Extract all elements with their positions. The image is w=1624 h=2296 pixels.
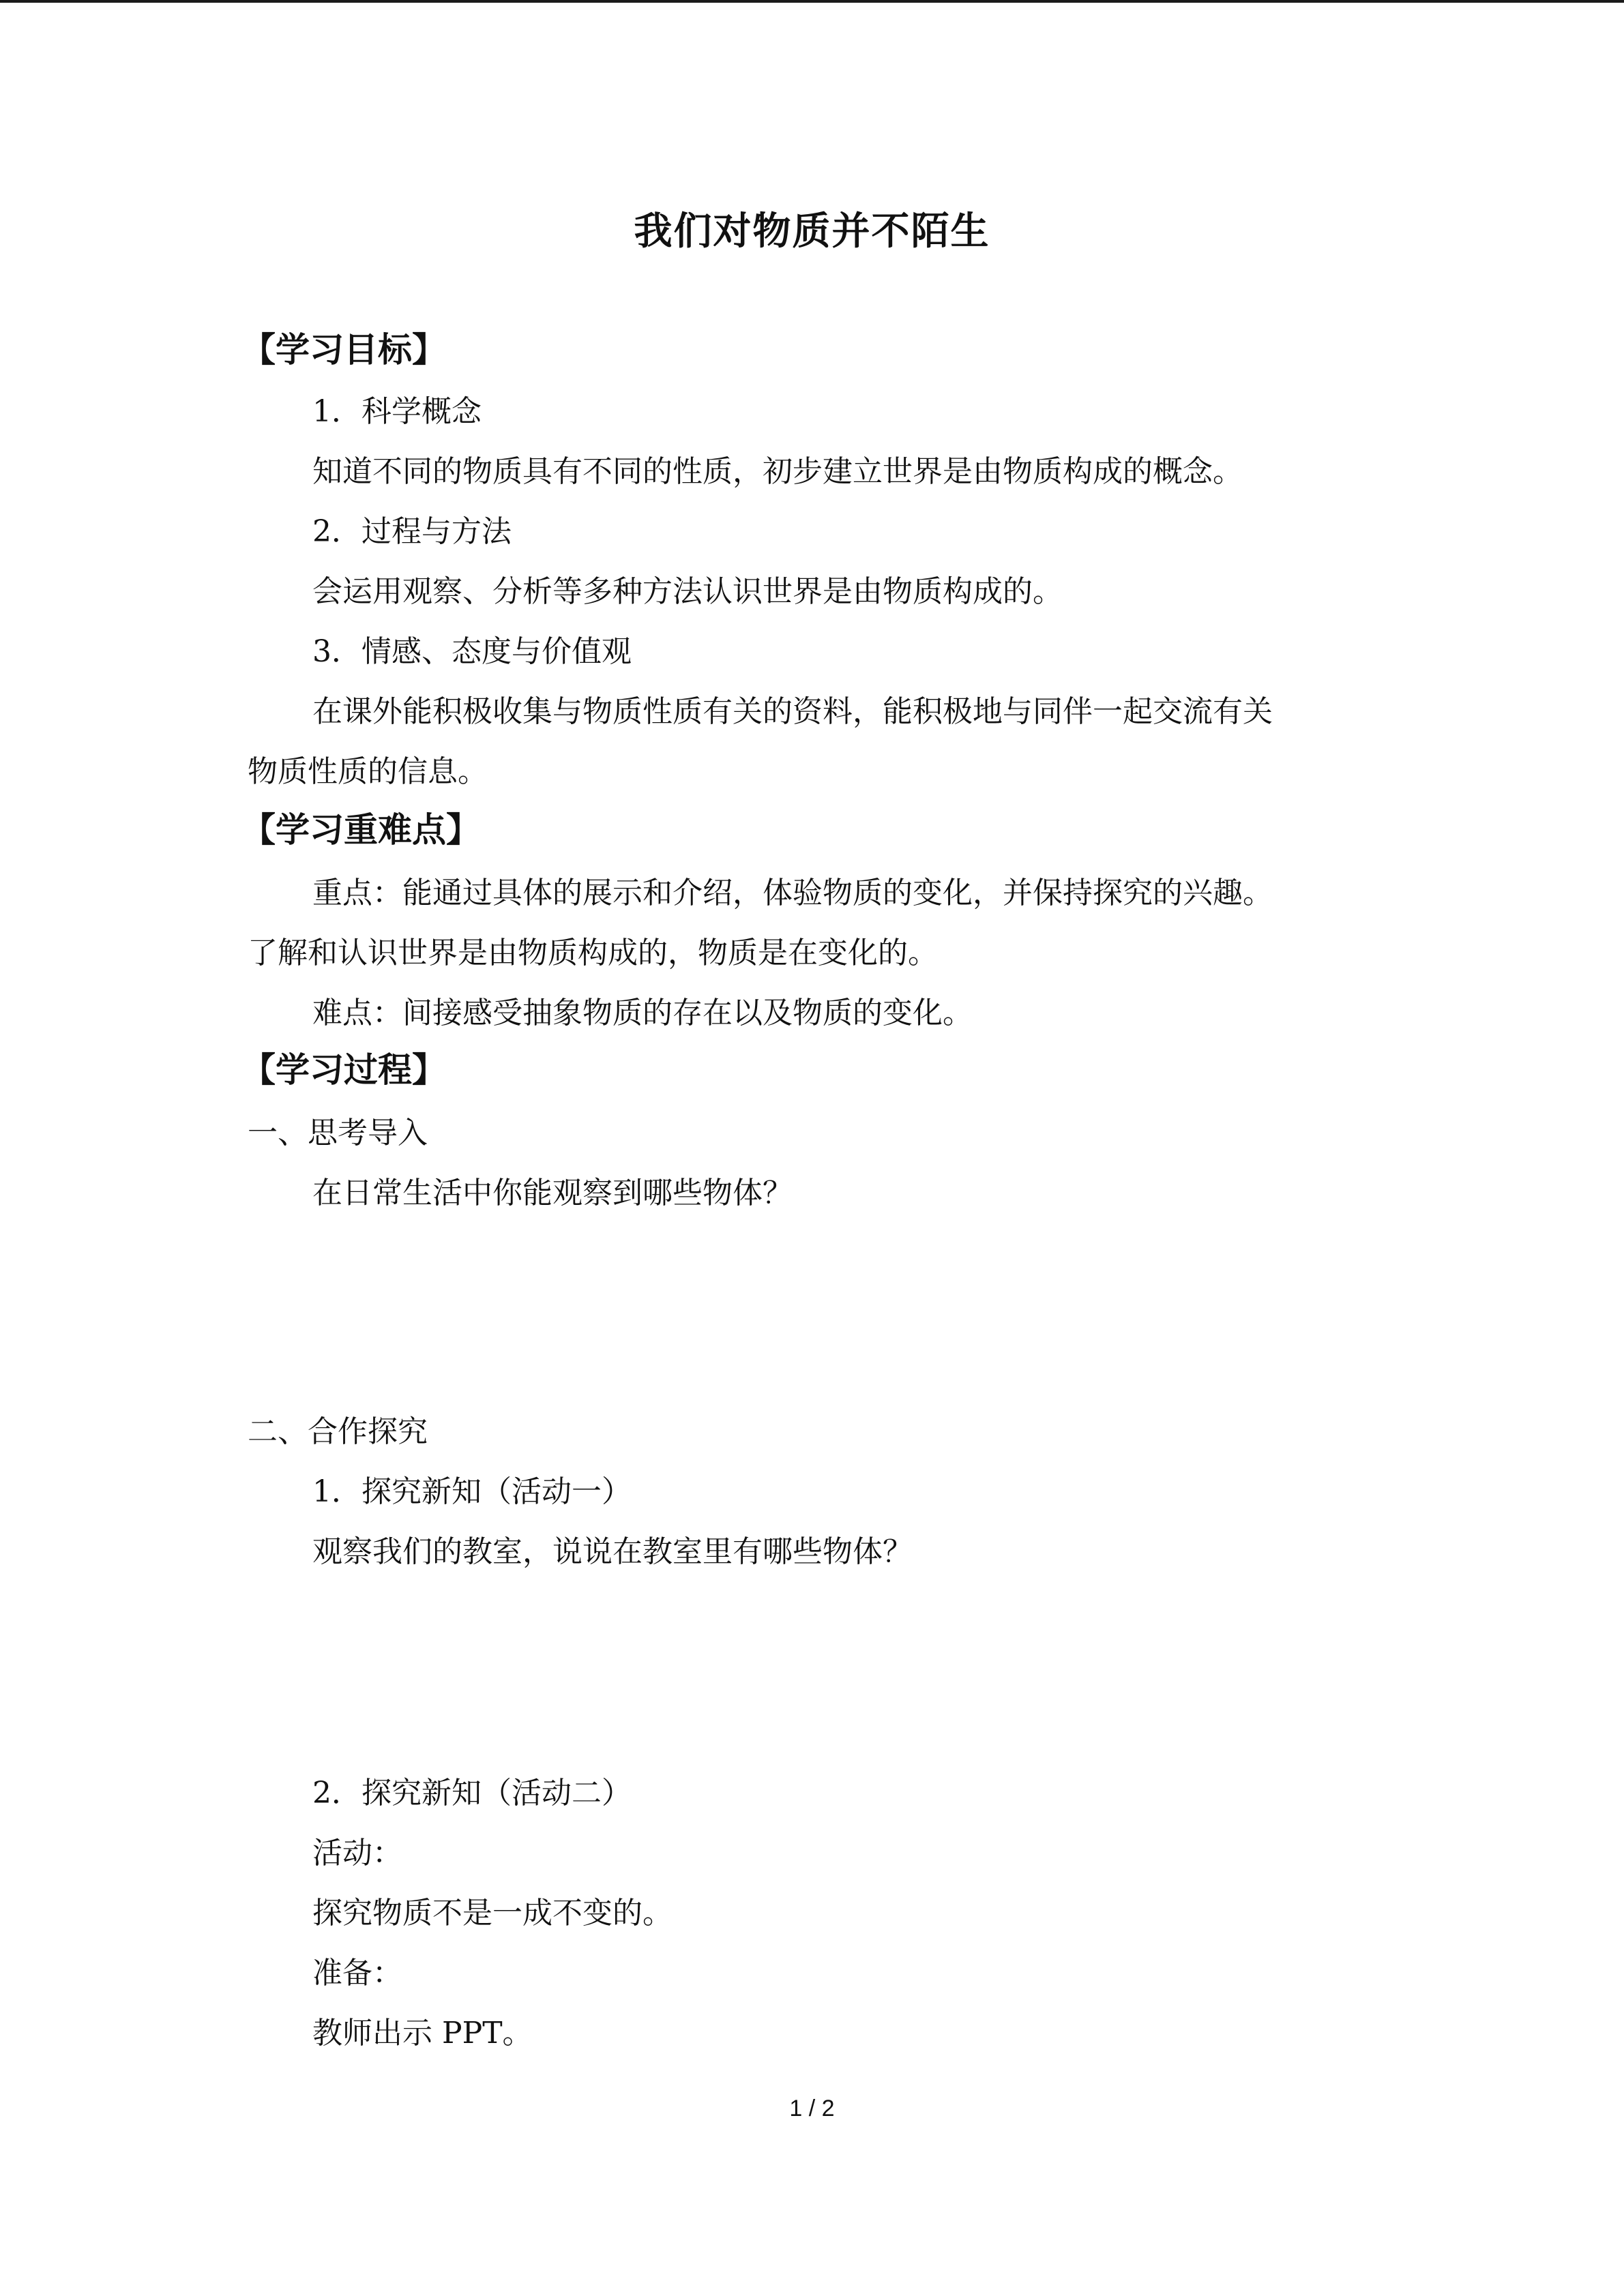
focus-text-line1: 重点：能通过具体的展示和介绍，体验物质的变化，并保持探究的兴趣。	[312, 876, 1273, 910]
heading-process: 【学习过程】	[241, 1050, 446, 1090]
objective-1-title: 1．科学概念	[312, 394, 482, 429]
document-title: 我们对物质并不陌生	[634, 209, 990, 254]
page-number: 1 / 2	[789, 2096, 835, 2121]
heading-objectives: 【学习目标】	[241, 330, 446, 370]
part-1-question: 在日常生活中你能观察到哪些物体？	[312, 1176, 793, 1210]
objective-3-text-line2: 物质性质的信息。	[248, 754, 488, 789]
focus-text-line2: 了解和认识世界是由物质构成的，物质是在变化的。	[248, 936, 938, 970]
objective-3-title: 3．情感、态度与价值观	[312, 634, 632, 669]
prep-text: 教师出示 PPT。	[312, 2016, 533, 2051]
activity-1-question: 观察我们的教室，说说在教室里有哪些物体？	[312, 1534, 913, 1569]
objective-2-text: 会运用观察、分析等多种方法认识世界是由物质构成的。	[312, 574, 1063, 609]
part-2-title: 二、合作探究	[248, 1414, 428, 1449]
prep-label: 准备：	[312, 1956, 402, 1991]
activity-label: 活动：	[312, 1836, 402, 1870]
objective-2-title: 2．过程与方法	[312, 514, 512, 549]
part-1-title: 一、思考导入	[248, 1116, 428, 1150]
heading-key-points: 【学习重难点】	[241, 810, 480, 850]
objective-3-text-line1: 在课外能积极收集与物质性质有关的资料，能积极地与同伴一起交流有关	[312, 694, 1273, 729]
activity-1-title: 1．探究新知（活动一）	[312, 1474, 632, 1509]
difficulty-text: 难点：间接感受抽象物质的存在以及物质的变化。	[312, 996, 973, 1030]
activity-2-title: 2．探究新知（活动二）	[312, 1776, 632, 1810]
activity-text: 探究物质不是一成不变的。	[312, 1896, 673, 1930]
objective-1-text: 知道不同的物质具有不同的性质，初步建立世界是由物质构成的概念。	[312, 454, 1243, 489]
